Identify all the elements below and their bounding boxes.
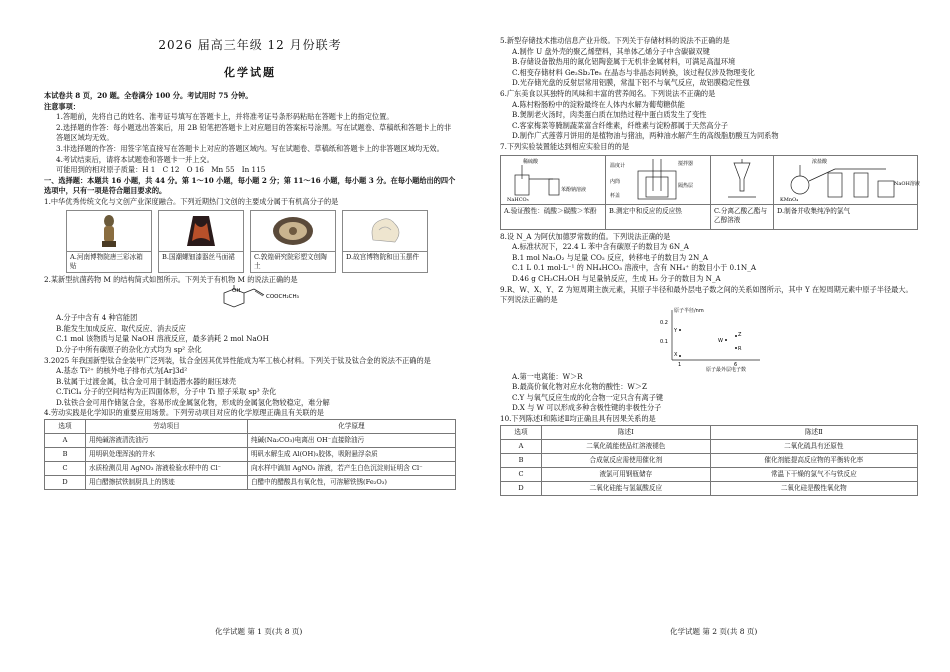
- svg-text:Z: Z: [738, 331, 742, 338]
- apparatus-b-image: [606, 156, 710, 205]
- table-row: C 液氯可用钢瓶储存 常温下干燥的氯气不与铁反应: [501, 467, 918, 481]
- q10-stem: 10.下列陈述Ⅰ和陈述Ⅱ均正确且具有因果关系的是: [500, 414, 656, 424]
- q8-option: C.1 L 0.1 mol·L⁻¹ 的 NH₄HCO₃ 溶液中，含有 NH₄⁺ 的数目小于 0.1N_A: [512, 263, 757, 273]
- ester-label: COOCH₂CH₃: [266, 294, 299, 301]
- q6-option: A.陈村粉肠粉中的淀粉最终在人体内水解为葡萄糖供能: [512, 99, 685, 109]
- q9-option: A.第一电离能：W＞R: [512, 371, 583, 381]
- q4-stem: 4.劳动实践是化学知识的重要应用场景。下列劳动项目对应的化学原理正确且有关联的是: [44, 408, 324, 418]
- q2-option: A.分子中含有 4 种官能团: [56, 313, 138, 323]
- q3-option: B.钛属于过渡金属，钛合金可用于制造潜水器的耐压球壳: [56, 376, 237, 386]
- q7-option-d: 浓盐酸 KMnO₄ NaOH溶液 D.制备并收集纯净的氯气: [774, 156, 917, 229]
- q1-stem: 1.中华优秀传统文化与文创产业深度融合。下列近期热门文创的主要成分属于有机高分子的是: [44, 196, 339, 206]
- tricolor-horse-image: [67, 211, 151, 252]
- q3-stem: 3.2025 年我国新型钛合金装甲广泛列装，钛合金因其优异性能成为军工核心材料。下列关于钛及钛合金的说法不正确的是: [44, 355, 431, 365]
- table-row: B 合成氨反应需使用催化剂 催化剂能提高反应物的平衡转化率: [501, 453, 918, 467]
- apparatus-a-image: [501, 156, 605, 205]
- q6-option: C.客家梅菜等腌制蔬菜富含纤维素，纤维素与淀粉都属于天然高分子: [512, 120, 728, 130]
- jade-ornament-image: [343, 211, 427, 252]
- q5-option: C.相变存储材料 Ge₂Sb₂Te₅ 在晶态与非晶态间转换，该过程仅涉及物理变化: [512, 67, 755, 77]
- exam-intro: 本试卷共 8 页，20 题。全卷满分 100 分。考试用时 75 分钟。: [44, 91, 253, 100]
- exam-title: 2026 届高三年级 12 月份联考: [158, 38, 342, 52]
- table-row: A 用纯碱溶液清洗油污 纯碱(Na₂CO₃)电离出 OH⁻直接除油污: [45, 434, 456, 448]
- table-header: 选项: [45, 420, 86, 434]
- svg-text:R: R: [738, 345, 742, 352]
- q2-option: C.1 mol 该物质与足量 NaOH 溶液反应，最多消耗 2 mol NaOH: [56, 334, 269, 344]
- q3-option: D.钛铁合金可用作储氢合金，容易形成金属氢化物，形成的金属氢化物较稳定，难分解: [56, 397, 330, 407]
- q5-option: B.存储设备散热用的氮化铝陶瓷属于无机非金属材料，可满足高温环境: [512, 57, 736, 67]
- q9-graph: [650, 306, 918, 372]
- svg-text:W: W: [718, 337, 723, 344]
- q8-option: D.46 g CH₃CH₂OH 与足量钠反应，生成 H₂ 分子的数目为 N_A: [512, 273, 721, 283]
- oh-label: OH: [232, 288, 241, 295]
- page-1-footer: 化学试题 第 1 页(共 8 页): [215, 627, 303, 636]
- svg-text:杯盖: 杯盖: [610, 192, 621, 199]
- svg-text:苯酚钠溶液: 苯酚钠溶液: [561, 186, 587, 193]
- page-2: [500, 0, 918, 672]
- q7-option-b: 温度计 搅拌器 内筒 隔热层 杯盖 B.测定中和反应的反应热: [606, 156, 711, 229]
- svg-text:温度计: 温度计: [610, 162, 626, 169]
- atomic-masses: 可能用到的相对原子质量：H 1 C 12 O 16 Mn 55 In 115: [56, 165, 266, 175]
- page-1: [44, 0, 456, 672]
- q6-option: D.制作广式莲蓉月饼用的是植物油与猪油，两种油水解产生的高级脂肪酸互为同系物: [512, 131, 779, 141]
- table-row: C 水质检测员用 AgNO₃ 溶液检验水样中的 Cl⁻ 向水样中滴加 AgNO₃ 溶液，若产生白色沉淀则证明含 Cl⁻: [45, 462, 456, 476]
- q10-table: [500, 425, 918, 496]
- svg-text:稀硫酸: 稀硫酸: [523, 158, 539, 165]
- q1-option-c: C.敦煌研究院彩塑文创陶土: [250, 210, 336, 273]
- svg-text:6: 6: [734, 361, 738, 368]
- svg-text:Y: Y: [674, 327, 678, 334]
- q4-table: [44, 419, 456, 490]
- svg-text:0.1: 0.1: [660, 338, 668, 345]
- q5-option: D.光存储光盘的反射层常用铝膜，常温下铝不与氧气反应，故铝膜稳定性强: [512, 78, 750, 88]
- page-2-footer: 化学试题 第 2 页(共 8 页): [670, 627, 758, 636]
- q7-stem: 7.下列实验装置能达到相应实验目的的是: [500, 141, 630, 151]
- table-header: 陈述Ⅱ: [710, 425, 917, 439]
- q7-option-c: C.分离乙酸乙酯与乙醇溶液: [711, 156, 774, 229]
- svg-text:搅拌器: 搅拌器: [678, 160, 694, 167]
- table-header: 化学原理: [247, 420, 455, 434]
- svg-text:NaOH溶液: NaOH溶液: [893, 180, 920, 187]
- q9-stem: 9.R、W、X、Y、Z 为短周期主族元素，其原子半径和最外层电子数之间的关系如图所示，其中 Y 在短周期元素中原子半径最大。下列说法正确的是: [500, 284, 913, 305]
- q6-option: B.煲制老火汤时，肉类蛋白质在加热过程中蛋白质发生了变性: [512, 110, 707, 120]
- q5-stem: 5.新型存储技术推动信息产业升级。下列关于存储材料的说法不正确的是: [500, 36, 730, 45]
- notice-item: 2.选择题的作答：每小题选出答案后，用 2B 铅笔把答题卡上对应题目的答案标号涂黑。写在试题卷、草稿纸和答题卡上的非答题区域均无效。: [56, 122, 452, 143]
- q9-option: C.Y 与氧气反应生成的化合物一定只含有离子键: [512, 392, 664, 402]
- q1-option-b: B.国潮螺钿漆器丝马面裙: [158, 210, 244, 273]
- q5-option: A.制作 U 盘外壳的聚乙烯塑料，其单体乙烯分子中含碳碳双键: [512, 46, 710, 56]
- q8-option: B.1 mol Na₂O₂ 与足量 CO₂ 反应，转移电子的数目为 2N_A: [512, 252, 709, 262]
- exam-subtitle: 化学试题: [224, 66, 276, 79]
- molecule-m-structure: [214, 287, 456, 311]
- svg-text:0.2: 0.2: [660, 319, 668, 326]
- section-1-heading: 一、选择题：本题共 16 小题，共 44 分。第 1～10 小题，每小题 2 分；第 11～16 小题，每小题 3 分。在每小题给出的四个选项中，只有一项是符合题目要求的。: [44, 175, 456, 196]
- apparatus-d-image: [774, 156, 920, 205]
- table-row: D 二氧化硅能与氢氟酸反应 二氧化硅是酸性氧化物: [501, 481, 918, 495]
- table-row: D 用白醋擦拭铁制厨具上的锈迹 白醋中的醋酸具有氧化性，可溶解铁锈(Fe₂O₃): [45, 476, 456, 490]
- q7-option-a: 稀硫酸 NaHCO₃ 苯酚钠溶液 A.验证酸性：硫酸＞碳酸＞苯酚: [501, 156, 606, 229]
- q6-stem: 6.广东美食以其独特的风味和丰富的营养闻名。下列说法不正确的是: [500, 88, 716, 98]
- q1-option-d: D.故宫博物院和田玉摆件: [342, 210, 428, 273]
- table-row: A 二氧化硫能使品红溶液褪色 二氧化硫具有还原性: [501, 439, 918, 453]
- q7-apparatus: [500, 155, 918, 230]
- svg-text:1: 1: [678, 361, 682, 368]
- clay-plaque-image: [251, 211, 335, 252]
- svg-text:隔热层: 隔热层: [678, 182, 694, 189]
- svg-text:浓盐酸: 浓盐酸: [811, 158, 827, 165]
- svg-text:NaHCO₃: NaHCO₃: [507, 196, 529, 203]
- q2-option: D.分子中所有碳原子的杂化方式均为 sp² 杂化: [56, 344, 202, 354]
- q3-option: A.基态 Ti²⁺ 的核外电子排布式为[Ar]3d²: [56, 366, 188, 376]
- q3-option: C.TiCl₄ 分子的空间结构为正四面体形，分子中 Ti 原子采取 sp³ 杂化: [56, 387, 277, 397]
- svg-text:X: X: [674, 351, 678, 358]
- table-row: B 用明矾处理浑浊的井水 明矾水解生成 Al(OH)₃胶体，吸附悬浮杂质: [45, 448, 456, 462]
- q1-images: [66, 210, 456, 273]
- notice-heading: 注意事项：: [44, 101, 80, 111]
- q8-stem: 8.设 N_A 为阿伏加德罗常数的值。下列说法正确的是: [500, 231, 671, 241]
- notice-item: 1.答题前，先将自己的姓名、准考证号填写在答题卡上，并将准考证号条形码粘贴在答题卡上的指定位置。: [56, 112, 394, 122]
- q2-option: B.能发生加成反应、取代反应、消去反应: [56, 323, 186, 333]
- notice-item: 4.考试结束后，请将本试题卷和答题卡一并上交。: [56, 154, 214, 164]
- table-header: 劳动项目: [86, 420, 248, 434]
- q2-stem: 2.某新型抗菌药物 M 的结构简式如图所示。下列关于有机物 M 的说法正确的是: [44, 274, 298, 284]
- q1-option-a: A.河南博物院唐三彩冰箱贴: [66, 210, 152, 273]
- table-header: 陈述Ⅰ: [542, 425, 711, 439]
- q9-option: B.最高价氧化物对应水化物的酸性：W＞Z: [512, 382, 647, 392]
- notice-item: 3.非选择题的作答：用签字笔直接写在答题卡上对应的答题区域内。写在试题卷、草稿纸和答题卡上的非答题区域均无效。: [56, 143, 444, 153]
- skirt-image: [159, 211, 243, 252]
- svg-text:内筒: 内筒: [610, 178, 621, 185]
- svg-text:原子半径/nm: 原子半径/nm: [674, 307, 704, 314]
- svg-text:KMnO₄: KMnO₄: [779, 196, 798, 203]
- svg-text:原子最外层电子数: 原子最外层电子数: [706, 366, 747, 373]
- q9-option: D.X 与 W 可以形成多种含极性键的非极性分子: [512, 403, 662, 413]
- q8-option: A.标准状况下，22.4 L 苯中含有碳原子的数目为 6N_A: [512, 242, 689, 252]
- apparatus-c-image: [711, 156, 773, 205]
- table-header: 选项: [501, 425, 542, 439]
